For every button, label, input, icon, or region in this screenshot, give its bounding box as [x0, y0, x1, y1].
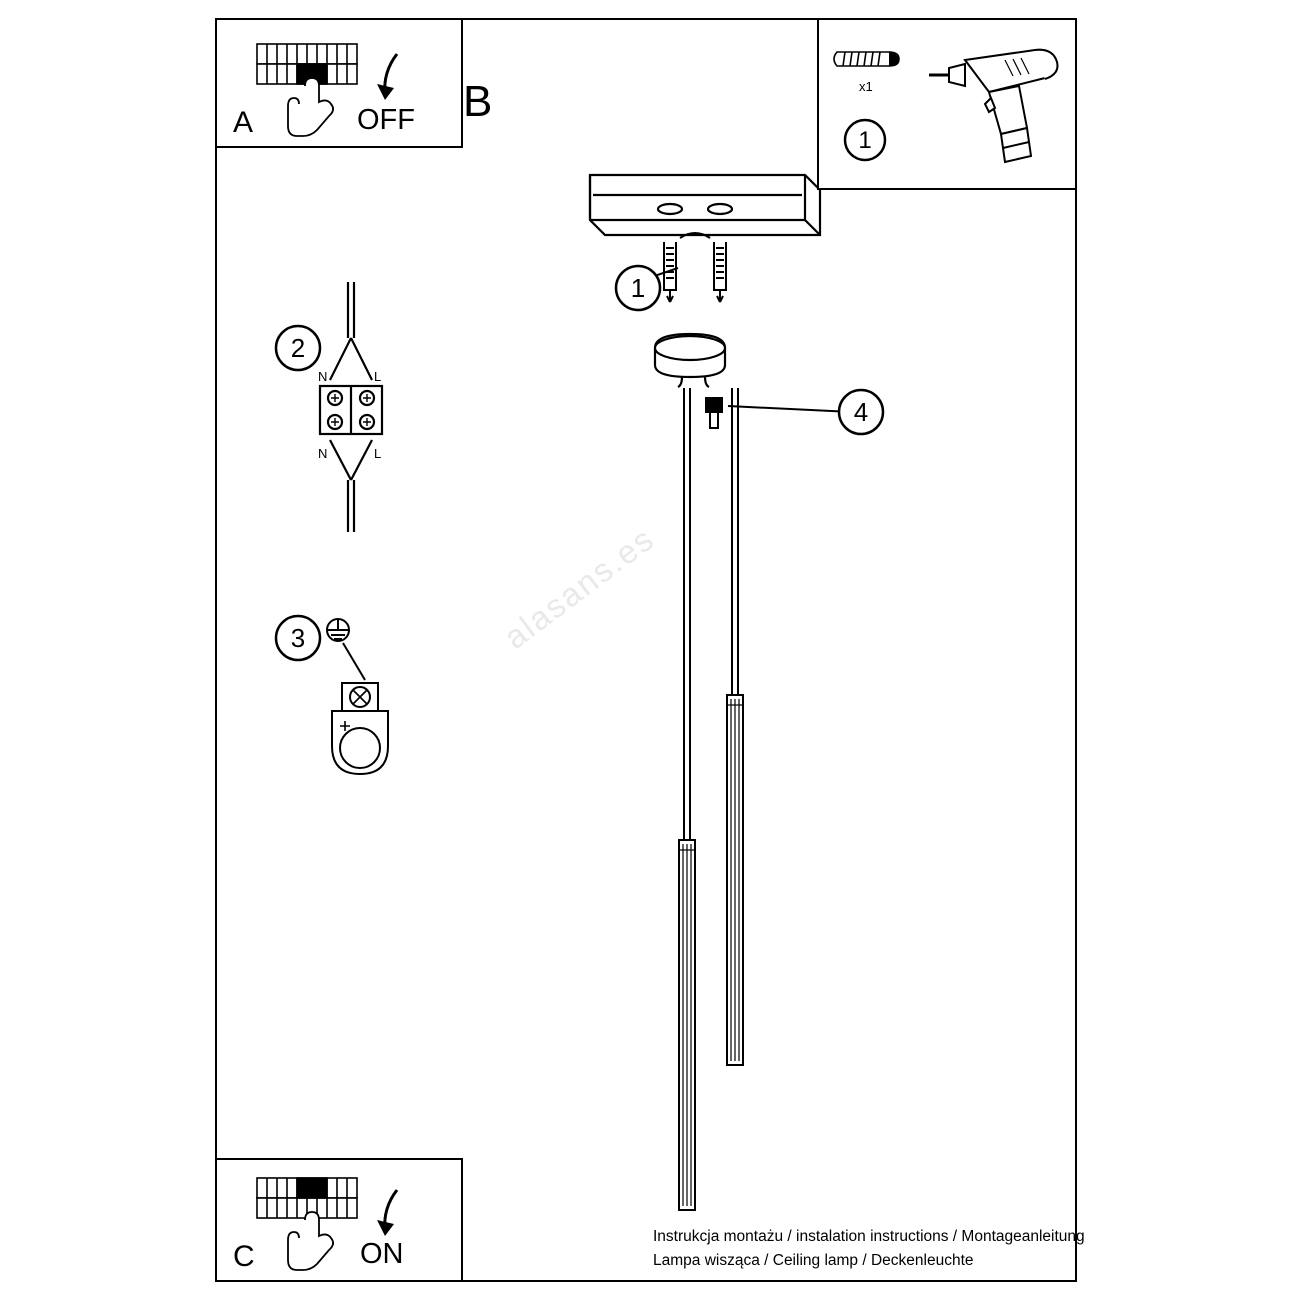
footer-line-1: Instrukcja montażu / instalation instructions / Montageanleitung — [653, 1228, 1085, 1245]
svg-text:3: 3 — [290, 623, 306, 653]
ceiling-bracket-icon — [590, 175, 820, 235]
wire-connector-diagram — [300, 280, 430, 540]
svg-text:1: 1 — [630, 273, 646, 303]
panel-a-letter: A — [233, 106, 254, 139]
panel-c-action-label: ON — [360, 1238, 404, 1270]
svg-text:L: L — [374, 446, 382, 461]
panel-drill — [817, 18, 1077, 190]
panel-a — [215, 18, 463, 148]
panel-a-action-label: OFF — [357, 104, 415, 136]
panel-c — [215, 1158, 463, 1282]
svg-text:2: 2 — [290, 333, 306, 363]
svg-text:N: N — [318, 369, 328, 384]
watermark: alasans.es — [496, 519, 662, 656]
fuse-box-hand-icon — [237, 30, 377, 140]
earth-terminal-diagram — [310, 608, 420, 808]
svg-text:1: 1 — [858, 127, 872, 154]
svg-text:4: 4 — [853, 397, 869, 427]
set-screw-icon — [706, 398, 722, 428]
drill-icon — [927, 38, 1073, 168]
screws-icon — [664, 233, 726, 302]
svg-text:N: N — [318, 446, 328, 461]
canopy-icon — [655, 334, 725, 387]
svg-text:L: L — [374, 369, 382, 384]
step-1-marker — [612, 262, 664, 314]
arrow-down-icon — [367, 50, 413, 112]
step-1-marker-drill — [841, 116, 889, 164]
step-4-marker — [835, 386, 887, 438]
pendant-right — [727, 388, 743, 1065]
fuse-box-hand-icon — [237, 1168, 377, 1278]
pendant-left — [679, 388, 695, 1210]
panel-b-letter: B — [463, 77, 493, 126]
wall-plug-qty-label: x1 — [859, 79, 873, 94]
footer-line-2: Lampa wisząca / Ceiling lamp / Deckenleuchte — [653, 1252, 974, 1269]
lamp-assembly-drawing — [560, 150, 960, 1250]
panel-c-letter: C — [233, 1240, 255, 1273]
leader-line-step4 — [728, 406, 852, 412]
wall-plug-icon — [831, 42, 901, 76]
